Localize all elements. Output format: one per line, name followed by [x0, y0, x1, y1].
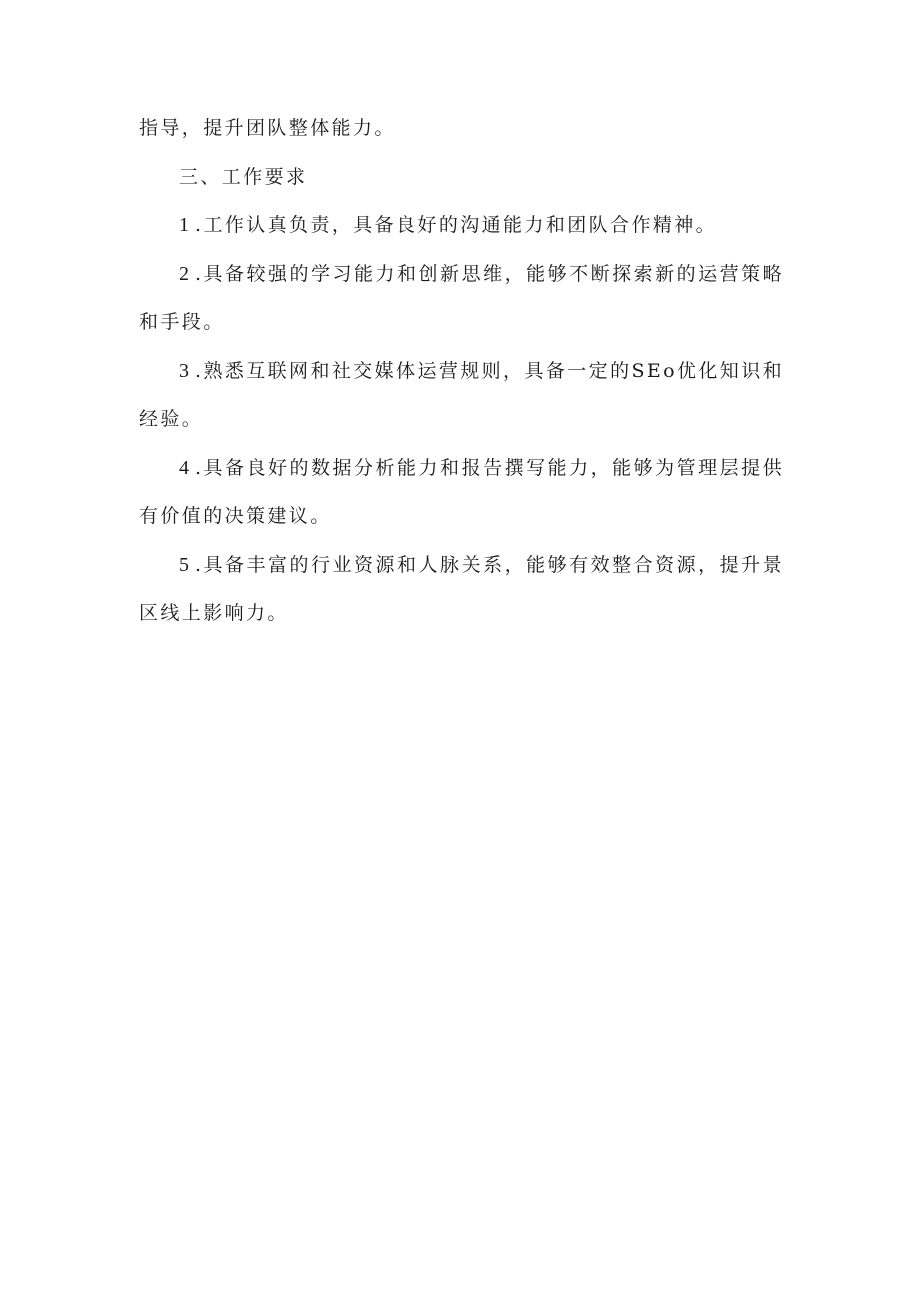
item-text: .具备较强的学习能力和创新思维，能够不断探索新的运营策略和手段。: [139, 262, 784, 333]
section-heading-text: 三、工作要求: [179, 165, 308, 188]
requirement-item-1: [139, 201, 784, 250]
item-number: 2: [179, 262, 189, 285]
requirement-item-3: [139, 347, 784, 444]
document-body: [139, 104, 784, 638]
requirement-item-5: [139, 541, 784, 638]
item-number: 3: [179, 359, 189, 382]
item-text: .工作认真负责，具备良好的沟通能力和团队合作精神。: [195, 214, 718, 236]
requirement-item-2: [139, 250, 784, 347]
continuation-text: 指导，提升团队整体能力。: [139, 117, 396, 139]
item-text: .具备良好的数据分析能力和报告撰写能力，能够为管理层提供有价值的决策建议。: [139, 456, 784, 527]
continuation-paragraph: [139, 104, 784, 153]
item-number: 1: [179, 214, 189, 236]
requirement-item-4: [139, 444, 784, 541]
item-text: .熟悉互联网和社交媒体运营规则，具备一定的SEo优化知识和经验。: [139, 359, 784, 430]
section-heading: [139, 153, 784, 202]
item-number: 5: [179, 553, 189, 576]
item-text: .具备丰富的行业资源和人脉关系，能够有效整合资源，提升景区线上影响力。: [139, 553, 784, 624]
item-number: 4: [179, 456, 189, 479]
